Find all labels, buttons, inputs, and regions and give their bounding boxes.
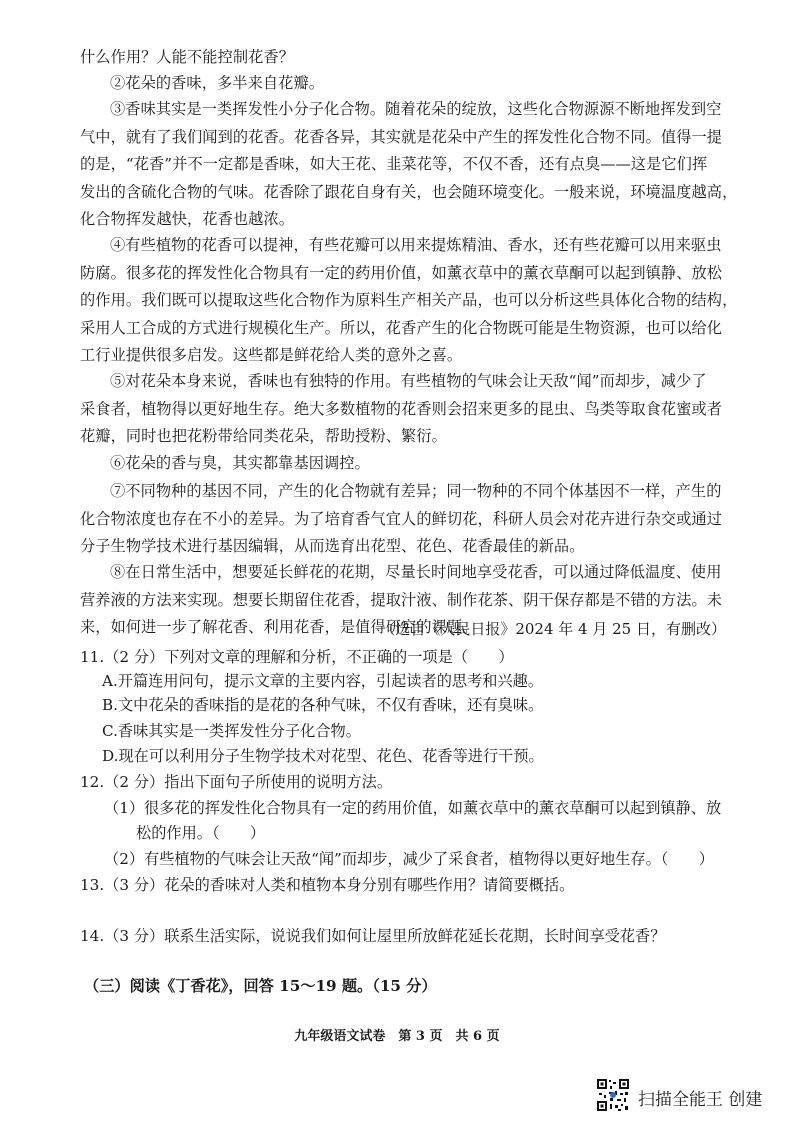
article-paragraph-7 <box>80 478 740 561</box>
text-line: 采食者，植物得以更好地生存。绝大多数植物的花香则会招来更多的昆虫、鸟类等取食花蜜或者 <box>80 399 723 418</box>
text-line: 防腐。很多花的挥发性化合物具有一定的药用价值，如薰衣草中的薰衣草酮可以起到镇静、放松 <box>80 263 723 282</box>
article-paragraph-1-tail <box>80 44 740 72</box>
question-12: 12.（2 分）指出下面句子所使用的说明方法。 <box>80 773 393 791</box>
article-source: （选自《人民日报》2024 年 4 月 25 日，有删改） <box>380 620 726 638</box>
article-paragraph-4 <box>80 232 740 370</box>
option-11-c: C.香味其实是一类挥发性分子化合物。 <box>102 722 361 740</box>
question-12-item-2: （2）有些植物的气味会让天敌“闻”而却步，减少了采食者，植物得以更好地生存。（ ） <box>104 850 714 868</box>
text-line: 采用人工合成的方式进行规模化生产。所以，花香产生的化合物既可能是生物资源，也可以给化 <box>80 318 723 337</box>
scanner-watermark <box>596 1078 786 1112</box>
text-line: 花瓣，同时也把花粉带给同类花朵，帮助授粉、繁衍。 <box>80 427 447 446</box>
text-line: 气中，就有了我们闻到的花香。花香各异，其实就是花朵中产生的挥发性化合物不同。值得一提 <box>80 127 723 146</box>
text-line: 营养液的方法来实现。想要长期留住花香，提取汁液、制作花茶、阴干保存都是不错的方法。未 <box>80 590 723 609</box>
question-14: 14.（3 分）联系生活实际，说说我们如何让屋里所放鲜花延长花期，长时间享受花香？ <box>80 927 666 945</box>
text-line: ③香味其实是一类挥发性小分子化合物。随着花朵的绽放，这些化合物源源不断地挥发到空 <box>110 100 722 118</box>
question-12-item-1-cont: 松的作用。（ ） <box>136 824 266 842</box>
text-line: ⑥花朵的香与臭，其实都靠基因调控。 <box>110 454 370 472</box>
text-line: 化合物挥发越快，花香也越浓。 <box>80 210 295 229</box>
text-line: 的是，“花香”并不一定都是香味，如大王花、韭菜花等，不仅不香，还有点臭——这是它们挥 <box>80 155 708 174</box>
page-footer: 九年级语文试卷 第 3 页 共 6 页 <box>294 1029 500 1044</box>
text-line: 发出的含硫化合物的气味。花香除了跟花自身有关，也会随环境变化。一般来说，环境温度越高， <box>80 182 738 201</box>
section-3-heading: （三）阅读《丁香花》，回答 15～19 题。（15 分） <box>84 977 437 995</box>
option-11-d: D.现在可以利用分子生物学技术对花型、花色、花香等进行干预。 <box>102 747 544 765</box>
question-11: 11.（2 分）下列对文章的理解和分析，不正确的一项是（ ） <box>80 648 514 666</box>
text-line: 什么作用？人能不能控制花香？ <box>80 48 295 66</box>
text-line: 工行业提供很多启发。这些都是鲜花给人类的意外之喜。 <box>80 346 463 365</box>
text-line: 来，如何进一步了解花香、利用花香，是值得研究的课题。 <box>80 618 478 637</box>
watermark-text: 扫描全能王 创建 <box>638 1090 763 1110</box>
text-line: ⑦不同物种的基因不同，产生的化合物就有差异；同一物种的不同个体基因不一样，产生的 <box>110 482 722 500</box>
article-paragraph-6 <box>80 450 770 478</box>
question-12-item-1: （1）很多花的挥发性化合物具有一定的药用价值，如薰衣草中的薰衣草酮可以起到镇静、放 <box>104 799 722 817</box>
question-13: 13.（3 分）花朵的香味对人类和植物本身分别有哪些作用？请简要概括。 <box>80 876 575 894</box>
text-line: ⑧在日常生活中，想要延长鲜花的花期，尽量长时间地享受花香，可以通过降低温度、使用 <box>110 563 722 581</box>
option-11-a: A.开篇连用问句，提示文章的主要内容，引起读者的思考和兴趣。 <box>102 672 544 690</box>
text-line: 化合物浓度也存在不小的差异。为了培育香气宜人的鲜切花，科研人员会对花卉进行杂交或通过 <box>80 509 723 528</box>
option-11-b: B.文中花朵的香味指的是花的各种气味，不仅有香味，还有臭味。 <box>102 696 544 714</box>
qr-code-icon <box>596 1078 630 1112</box>
text-line: 的作用。我们既可以提取这些化合物作为原料生产相关产品，也可以分析这些具体化合物的结构， <box>80 291 738 310</box>
article-paragraph-2 <box>80 70 770 98</box>
article-paragraph-5 <box>80 368 740 451</box>
text-line: ⑤对花朵本身来说，香味也有独特的作用。有些植物的气味会让天敌“闻”而却步，减少了 <box>110 372 707 390</box>
text-line: ④有些植物的花香可以提神，有些花瓣可以用来提炼精油、香水，还有些花瓣可以用来驱虫 <box>110 236 722 254</box>
text-line: ②花朵的香味，多半来自花瓣。 <box>110 74 325 92</box>
article-paragraph-3 <box>80 96 740 234</box>
text-line: 分子生物学技术进行基因编辑，从而选育出花型、花色、花香最佳的新品。 <box>80 537 585 556</box>
